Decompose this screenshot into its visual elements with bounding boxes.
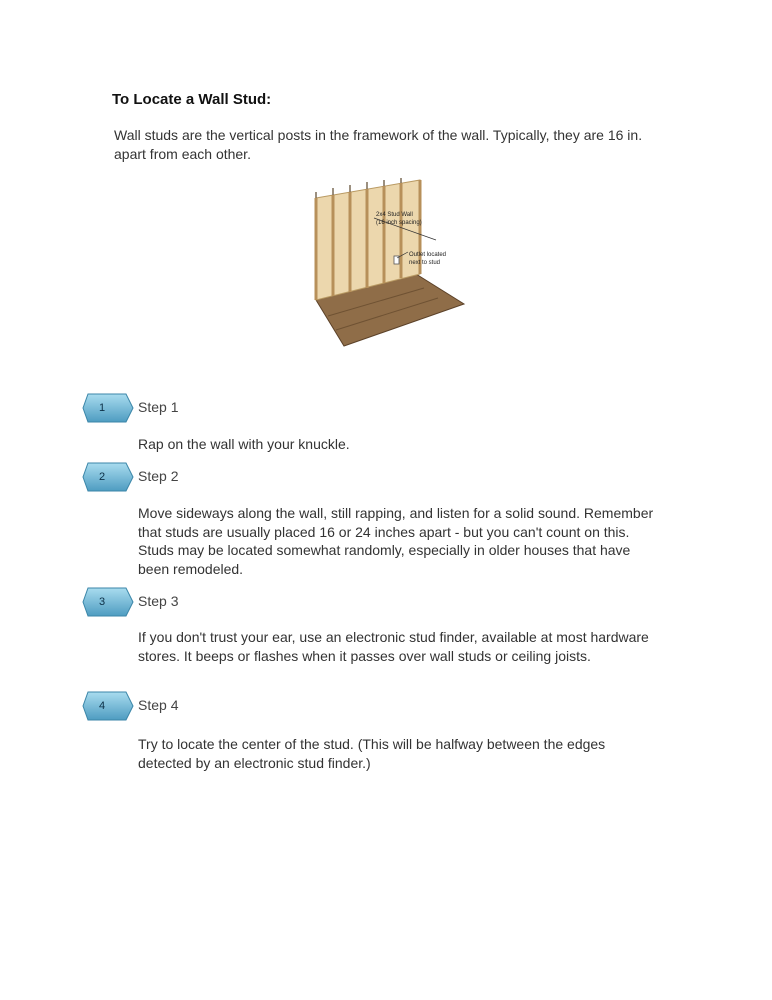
step-title: Step 2 [138, 468, 179, 484]
step-number: 1 [98, 402, 106, 414]
step-number: 3 [98, 596, 106, 608]
step-number-badge [82, 462, 134, 492]
step-body: If you don't trust your ear, use an electronic stud finder, available at most hardware stores. It beeps or flashes when it passes over wall studs or ceiling joists. [138, 629, 649, 664]
step-number-badge [82, 691, 134, 721]
callout-outlet-1: Outlet located [409, 252, 447, 258]
step-number: 2 [98, 471, 106, 483]
stud-wall-illustration [296, 178, 476, 350]
callout-stud-wall-2: (16 inch spacing) [376, 220, 422, 226]
step-number: 4 [98, 700, 106, 712]
callout-stud-wall-1: 2x4 Stud Wall [376, 212, 413, 218]
step-body: Move sideways along the wall, still rapping, and listen for a solid sound. Remember that studs are usually placed 16 or 24 inches apart - but you can't count on this. Studs may be located somewhat randomly, especially in older houses that have been remodeled. [138, 505, 654, 577]
step-title: Step 4 [138, 697, 179, 713]
step-body: Rap on the wall with your knuckle. [138, 436, 350, 452]
step-title: Step 3 [138, 593, 179, 609]
step-body: Try to locate the center of the stud. (This will be halfway between the edges detected by an electronic stud finder.) [138, 736, 606, 771]
step-title: Step 1 [138, 399, 179, 415]
stud-wall-drawing [296, 178, 476, 350]
intro-paragraph: Wall studs are the vertical posts in the framework of the wall. Typically, they are 16 in. apart from each other. [114, 127, 643, 162]
step-number-badge [82, 393, 134, 423]
step-number-badge [82, 587, 134, 617]
callout-outlet-2: next to stud [409, 260, 441, 266]
document-title: To Locate a Wall Stud: [112, 91, 272, 108]
